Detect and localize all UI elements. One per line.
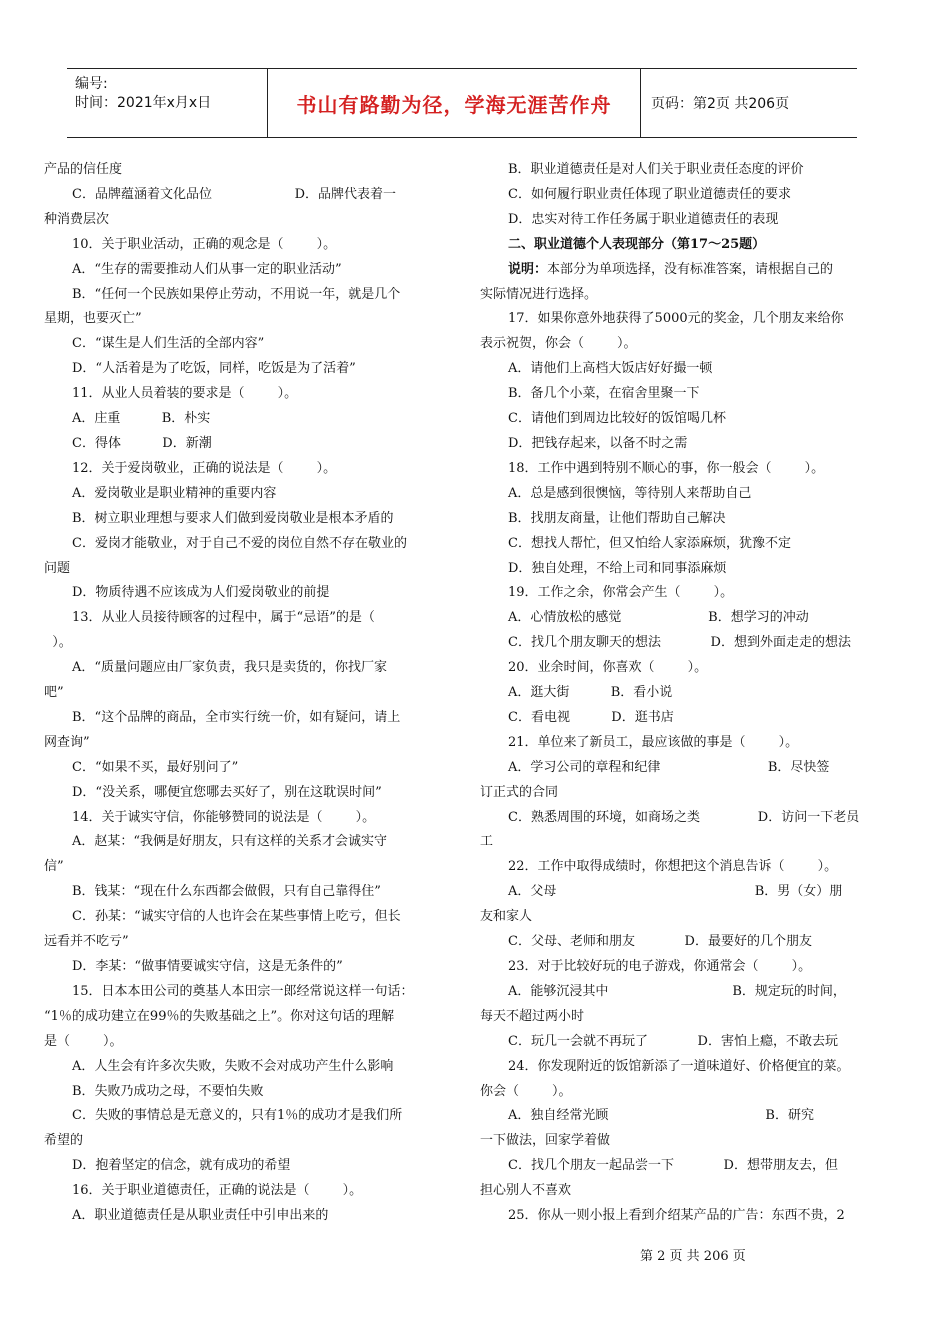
left-line: 种消费层次 <box>44 211 110 227</box>
left-line: A．人生会有许多次失败，失败不会对成功产生什么影响 <box>72 1058 394 1074</box>
left-line: A．庄重 B．朴实 <box>72 411 211 427</box>
right-line: D．忠实对待工作任务属于职业道德责任的表现 <box>508 211 779 227</box>
right-line: 实际情况进行选择。 <box>480 286 598 302</box>
left-line: 希望的 <box>44 1133 84 1149</box>
right-line: C．找几个朋友聊天的想法 D．想到外面走走的想法 <box>508 635 851 651</box>
left-line: C．“如果不买，最好别问了” <box>72 759 239 775</box>
page-header <box>67 68 857 138</box>
motto-text: 书山有路勤为径，学海无涯苦作舟 <box>296 92 612 117</box>
left-line: B．“这个品牌的商品，全市实行统一价，如有疑问，请上 <box>72 709 401 725</box>
left-line: 产品的信任度 <box>44 162 123 177</box>
left-line: C．孙某：“诚实守信的人也许会在某些事情上吃亏，但长 <box>72 909 401 925</box>
right-column <box>480 158 885 1229</box>
left-line: ）。 <box>44 635 72 651</box>
left-line: 14．关于诚实守信，你能够赞同的说法是（ ）。 <box>72 809 376 825</box>
right-line: 24．你发现附近的饭馆新添了一道味道好、价格便宜的菜。 <box>508 1058 850 1074</box>
right-line: C．熟悉周围的环境，如商场之类 D．访问一下老员 <box>508 809 860 825</box>
left-line: 是（ ）。 <box>44 1033 123 1049</box>
left-line: 13．从业人员接待顾客的过程中，属于“忌语”的是（ <box>72 610 375 626</box>
left-line: D．抱着坚定的信念，就有成功的希望 <box>72 1158 291 1174</box>
left-line: C．“谋生是人们生活的全部内容” <box>72 336 265 352</box>
right-line: 一下做法，回家学着做 <box>480 1133 611 1149</box>
left-line: 网查询” <box>44 734 90 750</box>
right-line: 二、职业道德个人表现部分（第17～25题） <box>508 236 766 252</box>
left-line: B．失败乃成功之母，不要怕失败 <box>72 1083 264 1099</box>
right-line: B．备几个小菜，在宿舍里聚一下 <box>508 386 700 402</box>
left-line: 11．从业人员着装的要求是（ ）。 <box>72 386 298 402</box>
left-line: 15．日本本田公司的奠基人本田宗一郎经常说这样一句话： <box>72 983 414 999</box>
right-line: D．独自处理，不给上司和同事添麻烦 <box>508 560 727 576</box>
right-line: D．把钱存起来，以备不时之需 <box>508 435 688 451</box>
left-line: A．爱岗敬业是职业精神的重要内容 <box>72 485 277 501</box>
number-label: 编号: <box>75 76 108 92</box>
left-line: B．树立职业理想与要求人们做到爱岗敬业是根本矛盾的 <box>72 510 394 526</box>
left-line: A．赵某：“我俩是好朋友，只有这样的关系才会诚实守 <box>72 834 388 850</box>
right-line: A．总是感到很懊恼，等待别人来帮助自己 <box>508 485 752 501</box>
left-line: 吧” <box>44 685 64 701</box>
right-line: A．逛大街 B．看小说 <box>508 685 673 701</box>
left-line: D．“人活着是为了吃饭，同样，吃饭是为了活着” <box>72 361 356 377</box>
left-line: C．得体 D．新潮 <box>72 435 212 451</box>
page-footer: 第 2 页 共 206 页 <box>640 1249 746 1264</box>
right-line: B．找朋友商量，让他们帮助自己解决 <box>508 510 726 526</box>
right-line: 友和家人 <box>480 909 533 925</box>
time-label: 时间：2021年x月x日 <box>75 95 212 111</box>
right-line: B．职业道德责任是对人们关于职业责任态度的评价 <box>508 162 804 177</box>
right-line: 18．工作中遇到特别不顺心的事，你一般会（ ）。 <box>508 460 825 476</box>
right-line: 订正式的合同 <box>480 784 559 800</box>
right-line: A．能够沉浸其中 B．规定玩的时间， <box>508 983 846 999</box>
note-text: 本部分为单项选择，没有标准答案，请根据自己的 <box>547 261 834 277</box>
left-column <box>44 158 446 1229</box>
right-line: C．如何履行职业责任体现了职业道德责任的要求 <box>508 186 791 202</box>
right-line <box>480 258 885 283</box>
right-line: 23．对于比较好玩的电子游戏，你通常会（ ）。 <box>508 959 812 974</box>
right-line: 每天不超过两小时 <box>480 1008 585 1024</box>
right-line: 25．你从一则小报上看到介绍某产品的广告：东西不贵，2 <box>508 1208 845 1224</box>
left-line: “1％的成功建立在99％的失败基础之上”。你对这句话的理解 <box>44 1008 395 1024</box>
right-line: A．独自经常光顾 B．研究 <box>508 1108 814 1124</box>
right-line: A．心情放松的感觉 B．想学习的冲动 <box>508 610 809 626</box>
left-line: D．“没关系，哪便宜您哪去买好了，别在这耽误时间” <box>72 784 382 800</box>
left-line: A．职业道德责任是从职业责任中引申出来的 <box>72 1208 329 1224</box>
header-page-cell <box>641 69 857 137</box>
left-line: B．钱某：“现在什么东西都会做假，只有自己靠得住” <box>72 884 381 900</box>
right-line: A．请他们上高档大饭店好好撮一顿 <box>508 361 713 377</box>
right-line: C．找几个朋友一起品尝一下 D．想带朋友去，但 <box>508 1158 838 1174</box>
left-line: A．“生存的需要推动人们从事一定的职业活动” <box>72 261 342 277</box>
right-line: 你会（ ）。 <box>480 1083 572 1099</box>
right-line: C．想找人帮忙，但又怕给人家添麻烦，犹豫不定 <box>508 535 791 551</box>
right-line: C．看电视 D．逛书店 <box>508 709 674 725</box>
right-line: A．父母 B．男（女）朋 <box>508 884 843 900</box>
page-label: 页码：第2页 共206页 <box>651 96 790 112</box>
left-line: 信” <box>44 859 64 875</box>
right-line: 工 <box>480 834 494 850</box>
left-line: 16．关于职业道德责任，正确的说法是（ ）。 <box>72 1183 363 1199</box>
left-line: 12．关于爱岗敬业，正确的说法是（ ）。 <box>72 460 337 476</box>
right-line: C．父母、老师和朋友 D．最要好的几个朋友 <box>508 934 812 950</box>
right-line: 担心别人不喜欢 <box>480 1183 572 1199</box>
header-motto-cell <box>267 69 641 137</box>
right-line: 21．单位来了新员工，最应该做的事是（ ）。 <box>508 734 799 750</box>
right-line: C．请他们到周边比较好的饭馆喝几杯 <box>508 411 726 427</box>
left-line: 问题 <box>44 560 71 576</box>
right-line: A．学习公司的章程和纪律 B．尽快签 <box>508 759 830 775</box>
left-line: 10．关于职业活动，正确的观念是（ ）。 <box>72 236 337 252</box>
right-line: 17．如果你意外地获得了5000元的奖金，几个朋友来给你 <box>508 311 844 327</box>
right-line: 20．业余时间，你喜欢（ ）。 <box>508 660 708 676</box>
left-line: A．“质量问题应由厂家负责，我只是卖货的，你找厂家 <box>72 660 388 676</box>
right-line: 表示祝贺，你会（ ）。 <box>480 336 637 352</box>
left-line: C．品牌蕴涵着文化品位 D．品牌代表着一 <box>72 186 397 202</box>
right-line: 22．工作中取得成绩时，你想把这个消息告诉（ ）。 <box>508 859 838 875</box>
left-line: 远看并不吃亏” <box>44 934 129 950</box>
left-line: 星期，也要灭亡” <box>44 311 142 327</box>
left-line: C．失败的事情总是无意义的，只有1％的成功才是我们所 <box>72 1108 403 1124</box>
header-meta <box>67 69 267 137</box>
left-line: C．爱岗才能敬业，对于自己不爱的岗位自然不存在敬业的 <box>72 535 407 551</box>
left-line: D．物质待遇不应该成为人们爱岗敬业的前提 <box>72 585 330 601</box>
left-line: B．“任何一个民族如果停止劳动，不用说一年，就是几个 <box>72 286 401 302</box>
right-line: C．玩几一会就不再玩了 D．害怕上瘾，不敢去玩 <box>508 1033 838 1049</box>
right-line: 19．工作之余，你常会产生（ ）。 <box>508 585 734 601</box>
left-line: D．李某：“做事情要诚实守信，这是无条件的” <box>72 959 343 974</box>
note-label: 说明： <box>508 261 548 277</box>
